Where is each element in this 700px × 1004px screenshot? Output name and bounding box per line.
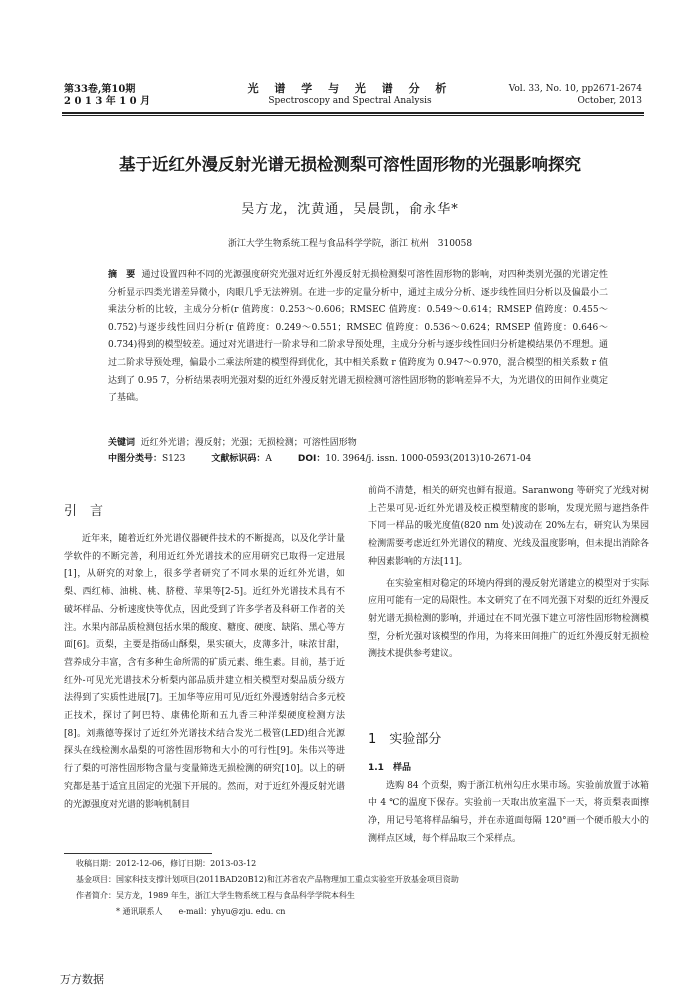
right-column-top [368, 483, 649, 664]
abstract-label: 摘 要 [108, 270, 136, 280]
watermark: 万方数据 [60, 973, 104, 986]
volume-pages: Vol. 33, No. 10, pp2671-2674 [508, 84, 642, 94]
intro-heading: 引 言 [64, 504, 104, 519]
footnotes [76, 856, 636, 920]
journal-name [200, 83, 500, 107]
abstract-text: 通过设置四种不同的光源强度研究光强对近红外漫反射无损检测梨可溶性固形物的影响，对四种类别光强的光谱定性分析显示四类光谱差异微小，肉眼几乎无法辨别。在进一步的定量分析中，通过主成分分析、逐步线性回归分析以及偏最小二乘法分析的比较，主成分分析(r 值跨度：0.253～0.606；RMSEC 值跨度：0.549～0.614；RMSEP 值跨度：0.455～0.752)与逐步线性回归分析(r 值跨度：0.249～0.551；RMSEC 值跨度：0.536～0.624；RMSEP 值跨度：0.646～0.734)得到的模型较差。通过对光谱进行一阶求导和二阶求导预处理，主成分分析与逐步线性回归分析建模结果仍不理想。通过二阶求导预处理，偏最小二乘法所建的模型得到优化，其中相关系数 r 值跨度为 0.947～0.970，混合模型的相关系数 r 值达到了 0.95 7，分析结果表明光强对梨的近红外漫反射光谱无损检测可溶性固形物的影响差异不大，为光谱仪的田间作业奠定了基础。 [108, 270, 608, 404]
received-date: 收稿日期：2012-12-06，修订日期：2013-03-12 [76, 859, 257, 868]
doi-label: DOI： [297, 454, 326, 464]
left-column [64, 531, 345, 814]
contact-note: * 通讯联系人 e-mail：yhyu@zju. edu. cn [116, 907, 286, 916]
intro-paragraph-2: 前尚不清楚，相关的研究也鲜有报道。Saranwong 等研究了光线对树上芒果可见-近红外光谱及校正模型精度的影响，发现光照与遮挡条件下同一样品的吸光度值(820 nm 处)波动在 20%左右，研究认为果园检测需要考虑近红外光谱仪的精度、光线及温度影响，但未提出消除各种因素影响的方法[11]。 [368, 486, 649, 567]
keywords [108, 436, 628, 450]
volume-info [509, 83, 642, 107]
issue-number: 第33卷,第10期 [64, 84, 136, 95]
funding-note: 基金项目：国家科技支撑计划项目(2011BAD20B12)和江苏省农产品物理加工重点实验室开放基金项目资助 [76, 875, 459, 884]
journal-name-en: Spectroscopy and Spectral Analysis [268, 96, 432, 106]
right-column-bottom [368, 760, 649, 849]
intro-paragraph-3: 在实验室相对稳定的环境内得到的漫反射光谱建立的模型对于实际应用可能有一定的局限性。本文研究了在不同光强下对梨的近红外漫反射光谱无损检测的影响，并通过在不同光强下建立可溶性固形物检测模型，分析光强对该模型的作用，为将来田间推广的近红外漫反射无损检测技术提供参考建议。 [368, 578, 649, 660]
author-bio: 作者简介：吴方龙，1989 年生，浙江大学生物系统工程与食品科学学院本科生 [76, 891, 355, 900]
author-list: 吴方龙，沈黄通，吴晨凯，俞永华* [241, 202, 459, 217]
footnote-rule [64, 853, 212, 854]
section-1-heading: 1 实验部分 [368, 732, 442, 747]
paper-title: 基于近红外漫反射光谱无损检测梨可溶性固形物的光强影响探究 [119, 155, 581, 174]
header-rule [62, 112, 644, 114]
clc-value: S123 [162, 454, 186, 464]
keywords-label: 关键词 [108, 438, 136, 448]
subsection-1-1-text: 选购 84 个贡梨，购于浙江杭州勾庄水果市场。实验前放置于冰箱中 4 ℃的温度下保存。实验前一天取出放室温下一天，将贡梨表面擦净，用记号笔将样品编号，并在赤道面每隔 120°画一个硬币般大小的测样点区域，每个样品取三个采样点。 [368, 780, 649, 844]
doc-code-value: A [265, 454, 272, 464]
affiliation: 浙江大学生物系统工程与食品科学学院，浙江 杭州 310058 [227, 239, 473, 249]
journal-name-cn: 光 谱 学 与 光 谱 分 析 [247, 82, 453, 95]
clc-label: 中图分类号： [108, 454, 163, 464]
intro-paragraph-1: 近年来，随着近红外光谱仪器硬件技术的不断提高，以及化学计量学软件的不断完善，利用近红外光谱技术的应用研究已取得一定进展[1]，从研究的对象上，很多学者研究了不同水果的近红外光谱，如梨、西红柿、油桃、桃、脐橙、苹果等[2-5]。近红外光谱技术具有不破坏样品、分析速度快等优点，因此受到了许多学者及科研工作者的关注。水果内部品质检测包括水果的酸度、糖度、硬度、缺陷、黑心等方面[6]。贡梨，主要是指砀山酥梨，果实硕大，皮薄多汁，味浓甘甜，营养成分丰富，含有多种生命所需的矿质元素、维生素。目前，基于近红外-可见光光谱技术分析梨内部品质并建立相关模型对梨品质分级方法得到了实质性进展[7]。王加华等应用可见/近红外漫透射结合多元校正技术，探讨了阿巴特、康佛伦斯和五九香三种洋梨硬度检测方法[8]。刘燕德等探讨了近红外光谱技术结合发光二极管(LED)组合光源探头在线检测水晶梨的可溶性固形物和大小的可行性[9]。朱伟兴等进行了梨的可溶性固形物含量与变量筛选无损检测的研究[10]。以上的研究都是基于适宜且固定的光强下开展的。然而，对于近红外漫反射光谱的光源强度对光谱的影响机制目 [64, 534, 345, 810]
header-rule-thin [62, 115, 644, 116]
classification-line [108, 452, 648, 466]
keywords-text: 近红外光谱；漫反射；光强；无损检测；可溶性固形物 [140, 438, 357, 448]
issue-info [64, 84, 150, 108]
doi-value: 10. 3964/j. issn. 1000-0593(2013)10-2671-04 [325, 454, 532, 464]
abstract [108, 267, 608, 408]
subsection-1-1-heading: 1.1 样品 [368, 763, 411, 773]
doc-code-label: 文献标识码： [211, 454, 266, 464]
issue-date: 2 0 1 3 年 1 0 月 [64, 96, 151, 107]
volume-date: October, 2013 [577, 96, 642, 106]
